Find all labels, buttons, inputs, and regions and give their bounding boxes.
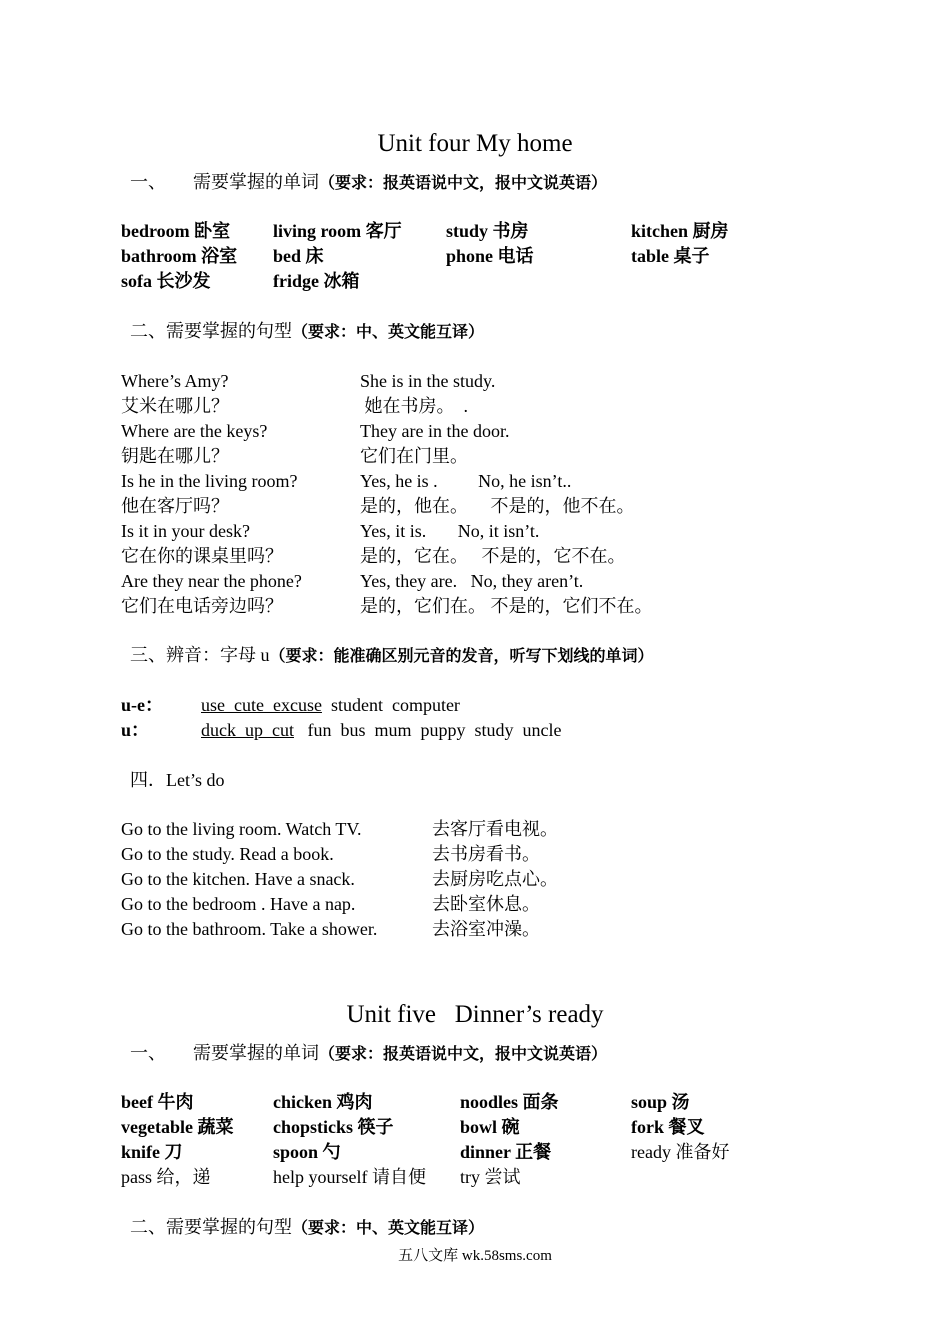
lets-do-chinese: 去卧室休息。 <box>432 894 540 914</box>
sentence-answer: 是的，他在。 不是的，他不在。 <box>360 496 635 516</box>
unit5-section1-heading: 一、 需要掌握的单词（要求：报英语说中文，报中文说英语） <box>130 1043 608 1063</box>
vocab-item: dinner 正餐 <box>460 1142 552 1162</box>
phonics-label: u： <box>121 720 150 740</box>
vocab-item: vegetable 蔬菜 <box>121 1117 234 1137</box>
lets-do-english: Go to the bedroom . Have a nap. <box>121 894 356 914</box>
unit4-title: Unit four My home <box>377 130 573 157</box>
unit4-section4-heading: 四．Let’s do <box>130 770 225 790</box>
lets-do-chinese: 去浴室冲澡。 <box>432 919 540 939</box>
sentence-question: 他在客厅吗？ <box>121 496 229 516</box>
requirement-note: （要求：中、英文能互译） <box>292 324 485 341</box>
phonics-words <box>201 693 460 718</box>
vocab-item: fridge 冰箱 <box>273 271 360 291</box>
sentence-answer: Yes, they are. No, they aren’t. <box>360 571 584 591</box>
sentence-question: 艾米在哪儿？ <box>121 396 229 416</box>
vocab-item: soup 汤 <box>631 1092 690 1112</box>
sentence-answer: They are in the door. <box>360 421 510 441</box>
vocab-item: chicken 鸡肉 <box>273 1092 373 1112</box>
vocab-item: noodles 面条 <box>460 1092 559 1112</box>
vocab-item: chopsticks 筷子 <box>273 1117 394 1137</box>
sentence-answer: She is in the study. <box>360 371 496 391</box>
vocab-item: kitchen 厨房 <box>631 221 729 241</box>
unit5-title: Unit five Dinner’s ready <box>346 1001 604 1028</box>
lets-do-english: Go to the living room. Watch TV. <box>121 819 362 839</box>
vocab-item: bedroom 卧室 <box>121 221 231 241</box>
sentence-question: 它在你的课桌里吗？ <box>121 546 283 566</box>
requirement-note: （要求：能准确区别元音的发音，听写下划线的单词） <box>269 648 654 665</box>
vocab-item: beef 牛肉 <box>121 1092 194 1112</box>
page-footer: 五八文库 wk.58sms.com <box>398 1248 552 1264</box>
sentence-question: Is it in your desk? <box>121 521 250 541</box>
other-words: fun bus mum puppy study uncle <box>307 720 562 740</box>
sentence-question: Is he in the living room? <box>121 471 298 491</box>
vocab-item: bowl 碗 <box>460 1117 520 1137</box>
vocab-item: bathroom 浴室 <box>121 246 238 266</box>
sentence-answer: Yes, it is. No, it isn’t. <box>360 521 540 541</box>
vocab-item: phone 电话 <box>446 246 534 266</box>
vocab-item: study 书房 <box>446 221 529 241</box>
vocab-item: fork 餐叉 <box>631 1117 705 1137</box>
unit4-section1-heading: 一、 需要掌握的单词（要求：报英语说中文，报中文说英语） <box>130 172 608 192</box>
underlined-words: duck up cut <box>201 720 294 740</box>
lets-do-chinese: 去厨房吃点心。 <box>432 869 558 889</box>
vocab-item: pass 给，递 <box>121 1167 211 1187</box>
vocab-item: help yourself 请自便 <box>273 1167 426 1187</box>
unit4-section3-heading: 三、辨音：字母 u（要求：能准确区别元音的发音，听写下划线的单词） <box>130 645 654 665</box>
requirement-note: （要求：报英语说中文，报中文说英语） <box>319 175 608 192</box>
sentence-answer: 是的，它们在。 不是的，它们不在。 <box>360 596 653 616</box>
vocab-item: living room 客厅 <box>273 221 402 241</box>
sentence-answer: 她在书房。 . <box>360 396 468 416</box>
vocab-item: try 尝试 <box>460 1167 521 1187</box>
lets-do-english: Go to the bathroom. Take a shower. <box>121 919 378 939</box>
sentence-question: Where are the keys? <box>121 421 268 441</box>
lets-do-chinese: 去客厅看电视。 <box>432 819 558 839</box>
sentence-question: Are they near the phone? <box>121 571 302 591</box>
sentence-question: 它们在电话旁边吗？ <box>121 596 283 616</box>
sentence-answer: 它们在门里。 <box>360 446 468 466</box>
vocab-item: knife 刀 <box>121 1142 183 1162</box>
vocab-item: bed 床 <box>273 246 324 266</box>
vocab-item: table 桌子 <box>631 246 710 266</box>
sentence-question: Where’s Amy? <box>121 371 229 391</box>
requirement-note: （要求：报英语说中文，报中文说英语） <box>319 1046 608 1063</box>
phonics-label: u-e： <box>121 695 163 715</box>
vocab-item: sofa 长沙发 <box>121 271 211 291</box>
sentence-answer: Yes, he is . No, he isn’t.. <box>360 471 572 491</box>
unit4-section2-heading: 二、需要掌握的句型（要求：中、英文能互译） <box>130 321 485 341</box>
lets-do-english: Go to the kitchen. Have a snack. <box>121 869 355 889</box>
lets-do-chinese: 去书房看书。 <box>432 844 540 864</box>
phonics-words <box>201 718 561 743</box>
unit5-section2-heading: 二、需要掌握的句型（要求：中、英文能互译） <box>130 1217 485 1237</box>
vocab-item: spoon 勺 <box>273 1142 341 1162</box>
sentence-question: 钥匙在哪儿？ <box>121 446 229 466</box>
vocab-item: ready 准备好 <box>631 1142 730 1162</box>
sentence-answer: 是的，它在。 不是的，它不在。 <box>360 546 626 566</box>
underlined-words: use cute excuse <box>201 695 322 715</box>
lets-do-english: Go to the study. Read a book. <box>121 844 334 864</box>
other-words: student computer <box>330 695 460 715</box>
requirement-note: （要求：中、英文能互译） <box>292 1220 485 1237</box>
